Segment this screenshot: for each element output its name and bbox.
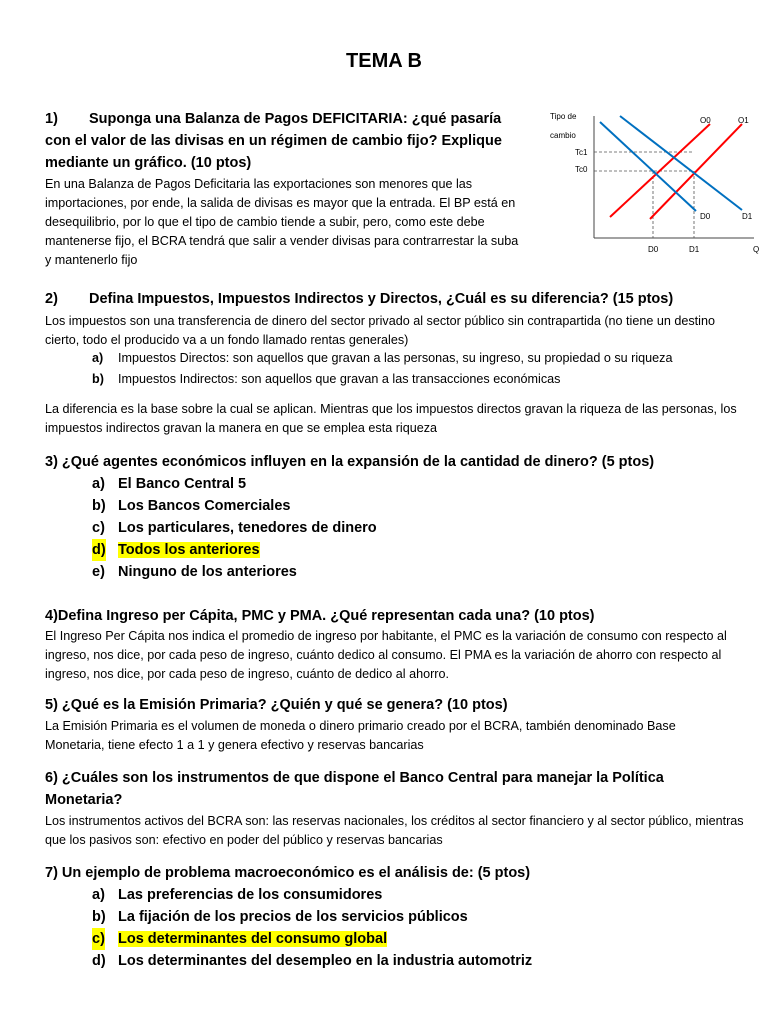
question-7-options bbox=[92, 884, 712, 972]
option-b: b) La fijación de los precios de los servicios públicos bbox=[92, 909, 468, 925]
question-4: 4)Defina Ingreso per Cápita, PMC y PMA. ¿Qué representan cada una? (10 ptos) bbox=[45, 608, 595, 624]
question-2-number: 2) bbox=[45, 291, 58, 307]
y-axis-label-2: cambio bbox=[550, 131, 576, 140]
question-6: 6) ¿Cuáles son los instrumentos de que dispone el Banco Central para manejar la Política Monetaria? bbox=[45, 770, 664, 808]
option-d: d) Los determinantes del desempleo en la industria automotriz bbox=[92, 953, 533, 969]
option-a: a) El Banco Central 5 bbox=[92, 476, 247, 492]
o1-label: O1 bbox=[738, 116, 749, 125]
question-1 bbox=[45, 108, 530, 174]
answer-1: En una Balanza de Pagos Deficitaria las exportaciones son menores que las importaciones, por ende, la salida de divisas es mayor que la entrada. El BP está en desequilibrio, por lo que el tipo de cambio tiende a subir, pero, como este debe mantenerse fijo, el BCRA tendrá que salir a vender divisas para contrarrestar la suba y mantenerlo fijo bbox=[45, 177, 519, 267]
question-7: 7) Un ejemplo de problema macroeconómico es el análisis de: (5 ptos) bbox=[45, 865, 531, 881]
page-title: TEMA B bbox=[346, 50, 422, 72]
question-2-text: Defina Impuestos, Impuestos Indirectos y Directos, ¿Cuál es su diferencia? (15 ptos) bbox=[89, 291, 674, 307]
option-b: b) Los Bancos Comerciales bbox=[92, 498, 291, 514]
answer-2-list bbox=[92, 348, 752, 390]
option-c-highlighted: c) Los determinantes del consumo global bbox=[92, 928, 712, 950]
option-c: c) Los particulares, tenedores de dinero bbox=[92, 520, 377, 536]
o0-label: O0 bbox=[700, 116, 711, 125]
supply-curve-o0 bbox=[610, 124, 710, 217]
tc0-label: Tc0 bbox=[575, 165, 588, 174]
d1-axis-label: D1 bbox=[689, 245, 700, 254]
option-a: a) Las preferencias de los consumidores bbox=[92, 887, 383, 903]
d0-curve-label: D0 bbox=[700, 212, 711, 221]
question-1-text: Suponga una Balanza de Pagos DEFICITARIA: ¿qué pasaría con el valor de las divisas en un régimen de cambio fijo? Explique mediante un gráfico. (10 ptos) bbox=[45, 111, 502, 171]
option-e: e) Ninguno de los anteriores bbox=[92, 564, 297, 580]
d0-axis-label: D0 bbox=[648, 245, 659, 254]
option-d-highlighted: d) Todos los anteriores bbox=[92, 539, 692, 561]
d1-curve-label: D1 bbox=[742, 212, 753, 221]
question-3: 3) ¿Qué agentes económicos influyen en la expansión de la cantidad de dinero? (5 ptos) bbox=[45, 454, 655, 470]
x-axis-label: Q bbox=[753, 245, 760, 254]
demand-curve-d0 bbox=[600, 122, 696, 211]
answer-2-difference: La diferencia es la base sobre la cual se aplican. Mientras que los impuestos directos gravan la riqueza de las personas, los impuestos indirectos gravan la manera en que se emplea esta riqueza bbox=[45, 402, 737, 435]
question-5: 5) ¿Qué es la Emisión Primaria? ¿Quién y qué se genera? (10 ptos) bbox=[45, 697, 508, 713]
answer-6: Los instrumentos activos del BCRA son: las reservas nacionales, los créditos al sector financiero y al sector público, mientras que los pasivos son: efectivo en poder del público y reservas bancarias bbox=[45, 814, 744, 847]
exchange-rate-chart bbox=[530, 104, 762, 256]
tc1-label: Tc1 bbox=[575, 148, 588, 157]
answer-2: Los impuestos son una transferencia de dinero del sector privado al sector público sin contrapartida (no tiene un destino cierto, todo el producido va a un fondo llamado rentas generales) bbox=[45, 314, 715, 347]
question-3-options bbox=[92, 473, 692, 583]
answer-4: El Ingreso Per Cápita nos indica el promedio de ingreso por habitante, el PMC es la variación de consumo con respecto al ingreso, nos dice, por cada peso de ingreso, cuánto dedico al consumo. El PMA es la variación de ahorro con respecto al ingreso, nos dice, por cada peso de ingreso, cuánto de dedico al ahorro. bbox=[45, 629, 727, 681]
list-item: a) Impuestos Directos: son aquellos que gravan a las personas, su ingreso, su propiedad o su riqueza bbox=[92, 351, 673, 365]
question-1-number: 1) bbox=[45, 111, 58, 127]
question-2 bbox=[45, 288, 745, 310]
answer-5: La Emisión Primaria es el volumen de moneda o dinero primario creado por el BCRA, también denominado Base Monetaria, tiene efecto 1 a 1 y genera efectivo y reservas bancarias bbox=[45, 719, 676, 752]
list-item: b) Impuestos Indirectos: son aquellos que gravan a las transacciones económicas bbox=[92, 372, 561, 386]
y-axis-label-1: Tipo de bbox=[550, 112, 577, 121]
